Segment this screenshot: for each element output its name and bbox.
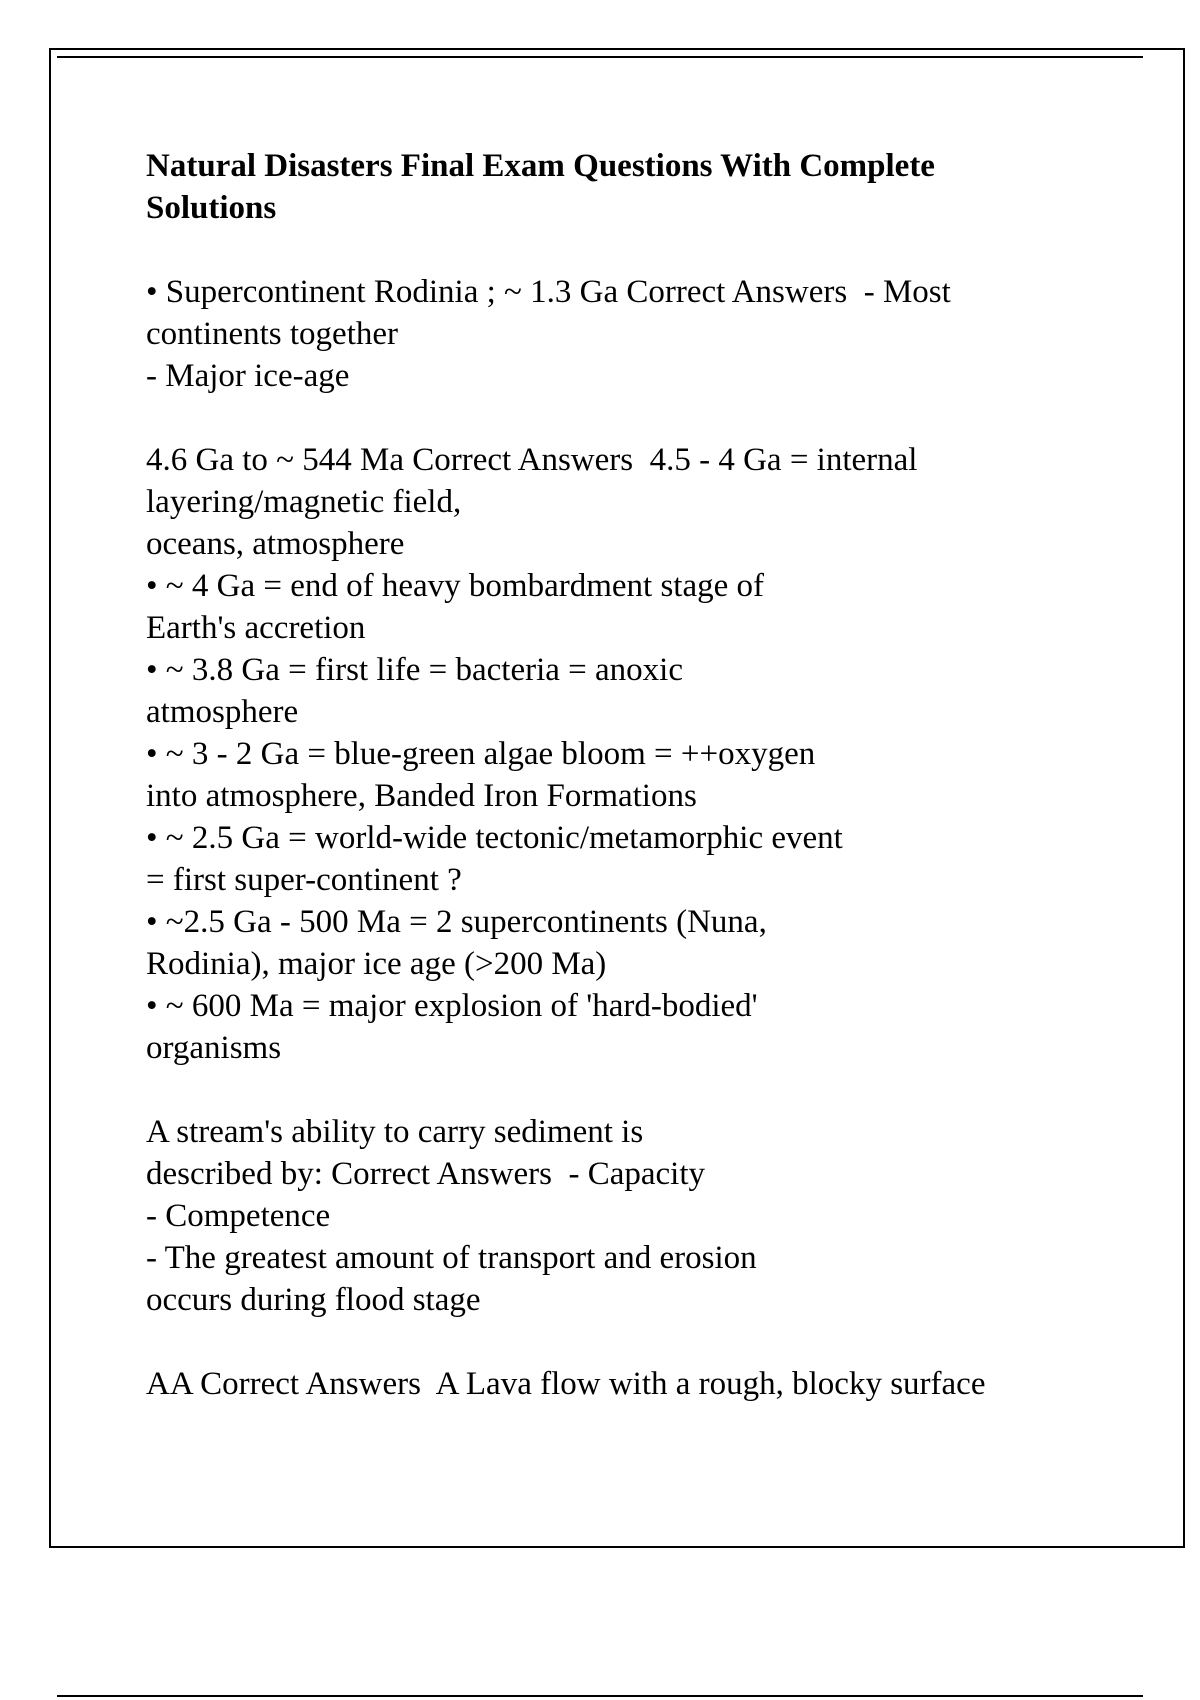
text-line: layering/magnetic field,: [146, 484, 462, 520]
text-line: Earth's accretion: [146, 610, 366, 646]
text-line: • ~2.5 Ga - 500 Ma = 2 supercontinents (Nuna,: [146, 904, 767, 940]
document-title: [146, 145, 1046, 229]
qa-entry-rodinia: [146, 271, 1146, 397]
text-line: • ~ 4 Ga = end of heavy bombardment stage of: [146, 568, 765, 604]
text-line: continents together: [146, 316, 399, 352]
text-line: • ~ 3 - 2 Ga = blue-green algae bloom = ++oxygen: [146, 736, 816, 772]
text-line: AA Correct Answers A Lava flow with a rough, blocky surface: [146, 1366, 986, 1402]
qa-entry-precambrian-timeline: [146, 439, 1146, 1069]
text-line: - Competence: [146, 1198, 331, 1234]
text-line: 4.6 Ga to ~ 544 Ma Correct Answers 4.5 - 4 Ga = internal: [146, 442, 918, 478]
title-line: Solutions: [146, 190, 277, 226]
document-body: [146, 145, 1146, 1447]
text-line: oceans, atmosphere: [146, 526, 405, 562]
text-line: atmosphere: [146, 694, 299, 730]
text-line: organisms: [146, 1030, 282, 1066]
text-line: • ~ 600 Ma = major explosion of 'hard-bodied': [146, 988, 758, 1024]
text-line: • Supercontinent Rodinia ; ~ 1.3 Ga Correct Answers - Most: [146, 274, 951, 310]
text-line: = first super-continent ?: [146, 862, 462, 898]
text-line: occurs during flood stage: [146, 1282, 481, 1318]
text-line: A stream's ability to carry sediment is: [146, 1114, 644, 1150]
text-line: • ~ 3.8 Ga = first life = bacteria = anoxic: [146, 652, 683, 688]
title-line: Natural Disasters Final Exam Questions With Complete: [146, 148, 935, 184]
text-line: • ~ 2.5 Ga = world-wide tectonic/metamorphic event: [146, 820, 843, 856]
qa-entry-aa-lava: [146, 1363, 1146, 1405]
text-line: - The greatest amount of transport and erosion: [146, 1240, 757, 1276]
qa-entry-stream-sediment: [146, 1111, 1146, 1321]
text-line: - Major ice-age: [146, 358, 350, 394]
text-line: into atmosphere, Banded Iron Formations: [146, 778, 697, 814]
bottom-rule: [57, 1695, 1143, 1697]
top-rule: [57, 56, 1143, 58]
text-line: described by: Correct Answers - Capacity: [146, 1156, 706, 1192]
text-line: Rodinia), major ice age (>200 Ma): [146, 946, 607, 982]
